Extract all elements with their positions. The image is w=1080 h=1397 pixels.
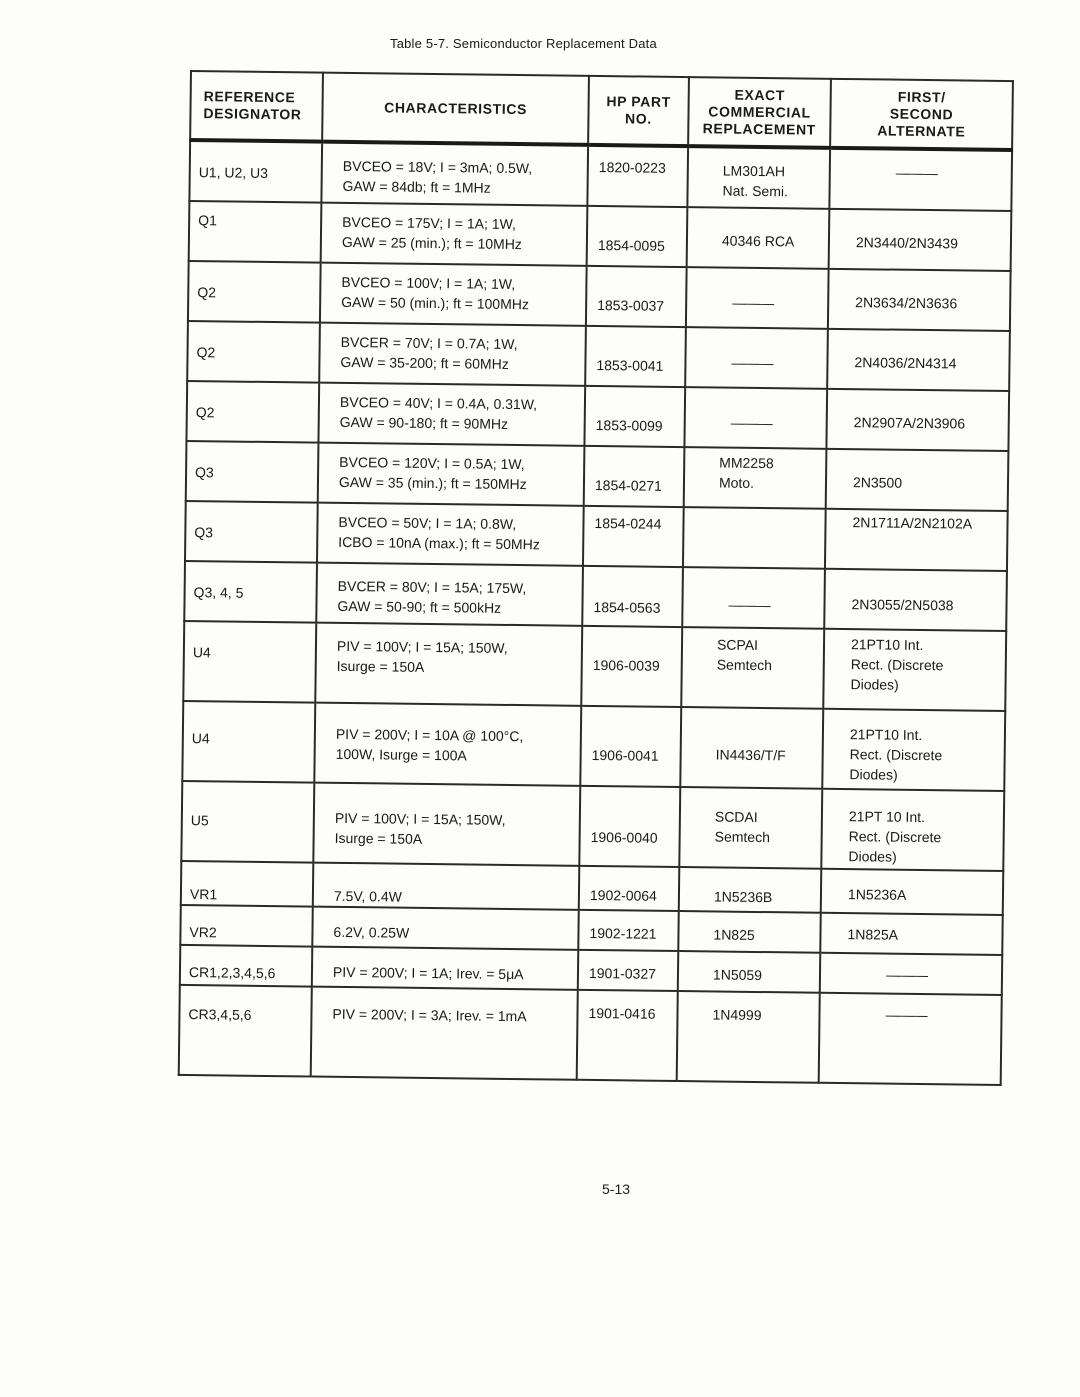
cell-ref: VR2	[180, 905, 312, 947]
cell-alternate: 21PT10 Int. Rect. (Discrete Diodes)	[823, 629, 1006, 711]
header-reference-designator: REFERENCE DESIGNATOR	[190, 71, 323, 142]
cell-characteristics: PIV = 200V; I = 1A; Irev. = 5μA	[312, 947, 578, 990]
table-row	[181, 781, 1004, 871]
cell-exact: LM301AH Nat. Semi.	[687, 146, 830, 209]
cell-characteristics: PIV = 100V; I = 15A; 150W, Isurge = 150A	[313, 783, 580, 866]
cell-exact: 1N5236B	[679, 867, 822, 913]
page-number: 5-13	[602, 1181, 631, 1197]
cell-alternate: 2N3500	[826, 449, 1009, 511]
cell-exact: 1N825	[678, 911, 820, 953]
cell-characteristics: BVCEO = 100V; I = 1A; 1W, GAW = 50 (min.); ft = 100MHz	[320, 263, 587, 326]
cell-characteristics: PIV = 200V; I = 3A; Irev. = 1mA	[311, 987, 578, 1080]
cell-ref: Q3	[186, 441, 319, 503]
table-row	[183, 621, 1006, 711]
cell-hp-part: 1854-0095	[587, 206, 688, 267]
cell-ref: Q1	[189, 201, 322, 263]
cell-ref: U4	[182, 701, 315, 783]
cell-ref: CR3,4,5,6	[179, 985, 312, 1077]
cell-alternate: 2N3440/2N3439	[829, 209, 1012, 271]
table-row	[186, 441, 1009, 511]
cell-characteristics: PIV = 200V; I = 10A @ 100°C, 100W, Isurge = 100A	[314, 703, 581, 786]
cell-ref: VR1	[181, 861, 314, 907]
cell-hp-part: 1854-0563	[582, 566, 683, 627]
cell-exact: SCPAI Semtech	[681, 627, 824, 709]
cell-hp-part: 1854-0271	[584, 446, 685, 507]
cell-exact: ———	[684, 387, 827, 449]
cell-ref: U5	[181, 781, 314, 863]
cell-characteristics: 6.2V, 0.25W	[312, 907, 578, 950]
cell-characteristics: BVCEO = 50V; I = 1A; 0.8W, ICBO = 10nA (max.); ft = 50MHz	[317, 503, 584, 566]
cell-characteristics: BVCEO = 175V; I = 1A; 1W, GAW = 25 (min.); ft = 10MHz	[321, 203, 588, 266]
cell-ref: Q3	[185, 501, 318, 563]
cell-ref: Q3, 4, 5	[184, 561, 317, 623]
cell-ref: CR1,2,3,4,5,6	[180, 945, 312, 987]
cell-hp-part: 1901-0416	[577, 990, 678, 1081]
cell-alternate: ———	[829, 148, 1012, 211]
cell-exact: ———	[685, 327, 828, 389]
table-row	[189, 140, 1012, 211]
cell-exact: IN4436/T/F	[680, 707, 823, 789]
cell-exact: 40346 RCA	[687, 207, 830, 269]
cell-characteristics: BVCER = 70V; I = 0.7A; 1W, GAW = 35-200; ft = 60MHz	[319, 323, 586, 386]
cell-exact: 1N4999	[677, 991, 820, 1083]
cell-characteristics: BVCEO = 120V; I = 0.5A; 1W, GAW = 35 (min.); ft = 150MHz	[318, 443, 585, 506]
table-header-row	[190, 71, 1013, 150]
cell-hp-part: 1906-0041	[580, 706, 681, 787]
table-row	[185, 501, 1008, 571]
cell-characteristics: BVCER = 80V; I = 15A; 175W, GAW = 50-90; ft = 500kHz	[316, 563, 583, 626]
cell-alternate: 21PT10 Int. Rect. (Discrete Diodes)	[822, 709, 1005, 791]
cell-ref: Q2	[186, 381, 319, 443]
cell-alternate: 2N4036/2N4314	[827, 329, 1010, 391]
cell-ref: U4	[183, 621, 316, 703]
cell-exact: ———	[686, 267, 829, 329]
cell-exact: ———	[682, 567, 825, 629]
cell-characteristics: PIV = 100V; I = 15A; 150W, Isurge = 150A	[315, 623, 582, 706]
table-title: Table 5-7. Semiconductor Replacement Data	[390, 36, 657, 51]
cell-ref: U1, U2, U3	[189, 140, 322, 203]
cell-exact: 1N5059	[678, 951, 820, 993]
header-hp-part-no: HP PART NO.	[588, 76, 689, 146]
table-row	[189, 201, 1012, 271]
cell-hp-part: 1902-0064	[579, 866, 680, 911]
header-characteristics: CHARACTERISTICS	[322, 73, 589, 145]
cell-alternate: 2N2907A/2N3906	[826, 389, 1009, 451]
header-first-second-alternate: FIRST/ SECOND ALTERNATE	[830, 79, 1013, 150]
cell-hp-part: 1820-0223	[587, 145, 688, 207]
cell-characteristics: 7.5V, 0.4W	[313, 863, 580, 910]
cell-alternate: 1N5236A	[821, 869, 1004, 915]
cell-hp-part: 1853-0099	[584, 386, 685, 447]
cell-hp-part: 1906-0040	[579, 786, 680, 867]
cell-ref: Q2	[187, 321, 320, 383]
cell-alternate: 2N1711A/2N2102A	[825, 509, 1008, 571]
cell-alternate: 2N3634/2N3636	[828, 269, 1011, 331]
cell-alternate: 21PT 10 Int. Rect. (Discrete Diodes)	[821, 789, 1004, 871]
semiconductor-replacement-table	[178, 70, 1014, 1086]
table-row	[182, 701, 1005, 791]
table-row	[187, 321, 1010, 391]
header-exact-commercial-replacement: EXACT COMMERCIAL REPLACEMENT	[688, 77, 831, 148]
cell-hp-part: 1906-0039	[581, 626, 682, 707]
cell-hp-part: 1853-0041	[585, 326, 686, 387]
cell-hp-part: 1853-0037	[586, 266, 687, 327]
table-row	[186, 381, 1009, 451]
cell-ref: Q2	[188, 261, 321, 323]
cell-exact: MM2258 Moto.	[684, 447, 827, 509]
cell-exact	[683, 507, 826, 569]
cell-hp-part: 1902-1221	[578, 910, 678, 951]
table-row	[179, 985, 1002, 1085]
cell-characteristics: BVCEO = 40V; I = 0.4A, 0.31W, GAW = 90-180; ft = 90MHz	[318, 383, 585, 446]
cell-alternate: ———	[820, 953, 1002, 995]
table-row	[188, 261, 1011, 331]
cell-alternate: 1N825A	[820, 913, 1002, 955]
cell-exact: SCDAI Semtech	[679, 787, 822, 869]
cell-hp-part: 1901-0327	[578, 950, 678, 991]
cell-alternate: 2N3055/2N5038	[824, 569, 1007, 631]
cell-hp-part: 1854-0244	[583, 506, 684, 567]
cell-characteristics: BVCEO = 18V; I = 3mA; 0.5W, GAW = 84db; ft = 1MHz	[321, 142, 588, 206]
table-row	[184, 561, 1007, 631]
cell-alternate: ———	[819, 993, 1002, 1085]
